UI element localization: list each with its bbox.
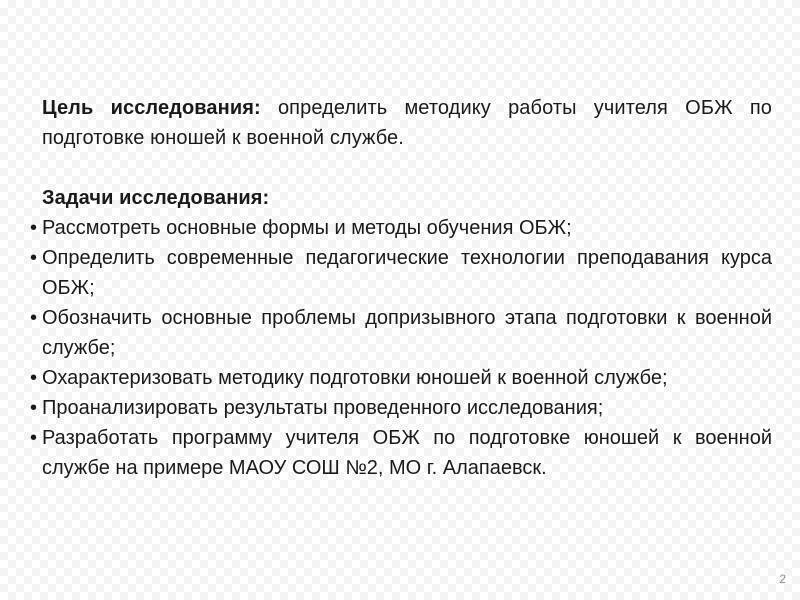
list-item — [30, 363, 772, 393]
bullet-icon: • — [30, 247, 38, 269]
list-item — [30, 423, 772, 483]
task-text: Охарактеризовать методику подготовки юношей к военной службе; — [42, 367, 668, 389]
task-text: Проанализировать результаты проведенного исследования; — [42, 397, 604, 419]
research-goal — [42, 93, 772, 153]
task-text: Определить современные педагогические технологии преподавания курса ОБЖ; — [42, 247, 772, 299]
goal-text: определить методику работы учителя ОБЖ по подготовке юношей к военной службе. — [42, 97, 772, 149]
goal-label: Цель исследования: — [42, 97, 261, 119]
task-text: Рассмотреть основные формы и методы обучения ОБЖ; — [42, 217, 572, 239]
list-item — [30, 213, 772, 243]
page-number: 2 — [779, 572, 786, 586]
slide-content — [30, 93, 772, 483]
tasks-heading: Задачи исследования: — [42, 187, 270, 209]
list-item — [30, 303, 772, 363]
bullet-icon: • — [30, 367, 38, 389]
list-item — [30, 393, 772, 423]
spacer — [30, 153, 772, 183]
bullet-icon: • — [30, 217, 38, 239]
list-item — [30, 243, 772, 303]
bullet-icon: • — [30, 307, 38, 329]
task-text: Обозначить основные проблемы допризывного этапа подготовки к военной службе; — [42, 307, 772, 359]
tasks-list — [30, 213, 772, 483]
task-text: Разработать программу учителя ОБЖ по подготовке юношей к военной службе на примере МАОУ СОШ №2, МО г. Алапаевск. — [42, 427, 772, 479]
bullet-icon: • — [30, 397, 38, 419]
bullet-icon: • — [30, 427, 38, 449]
